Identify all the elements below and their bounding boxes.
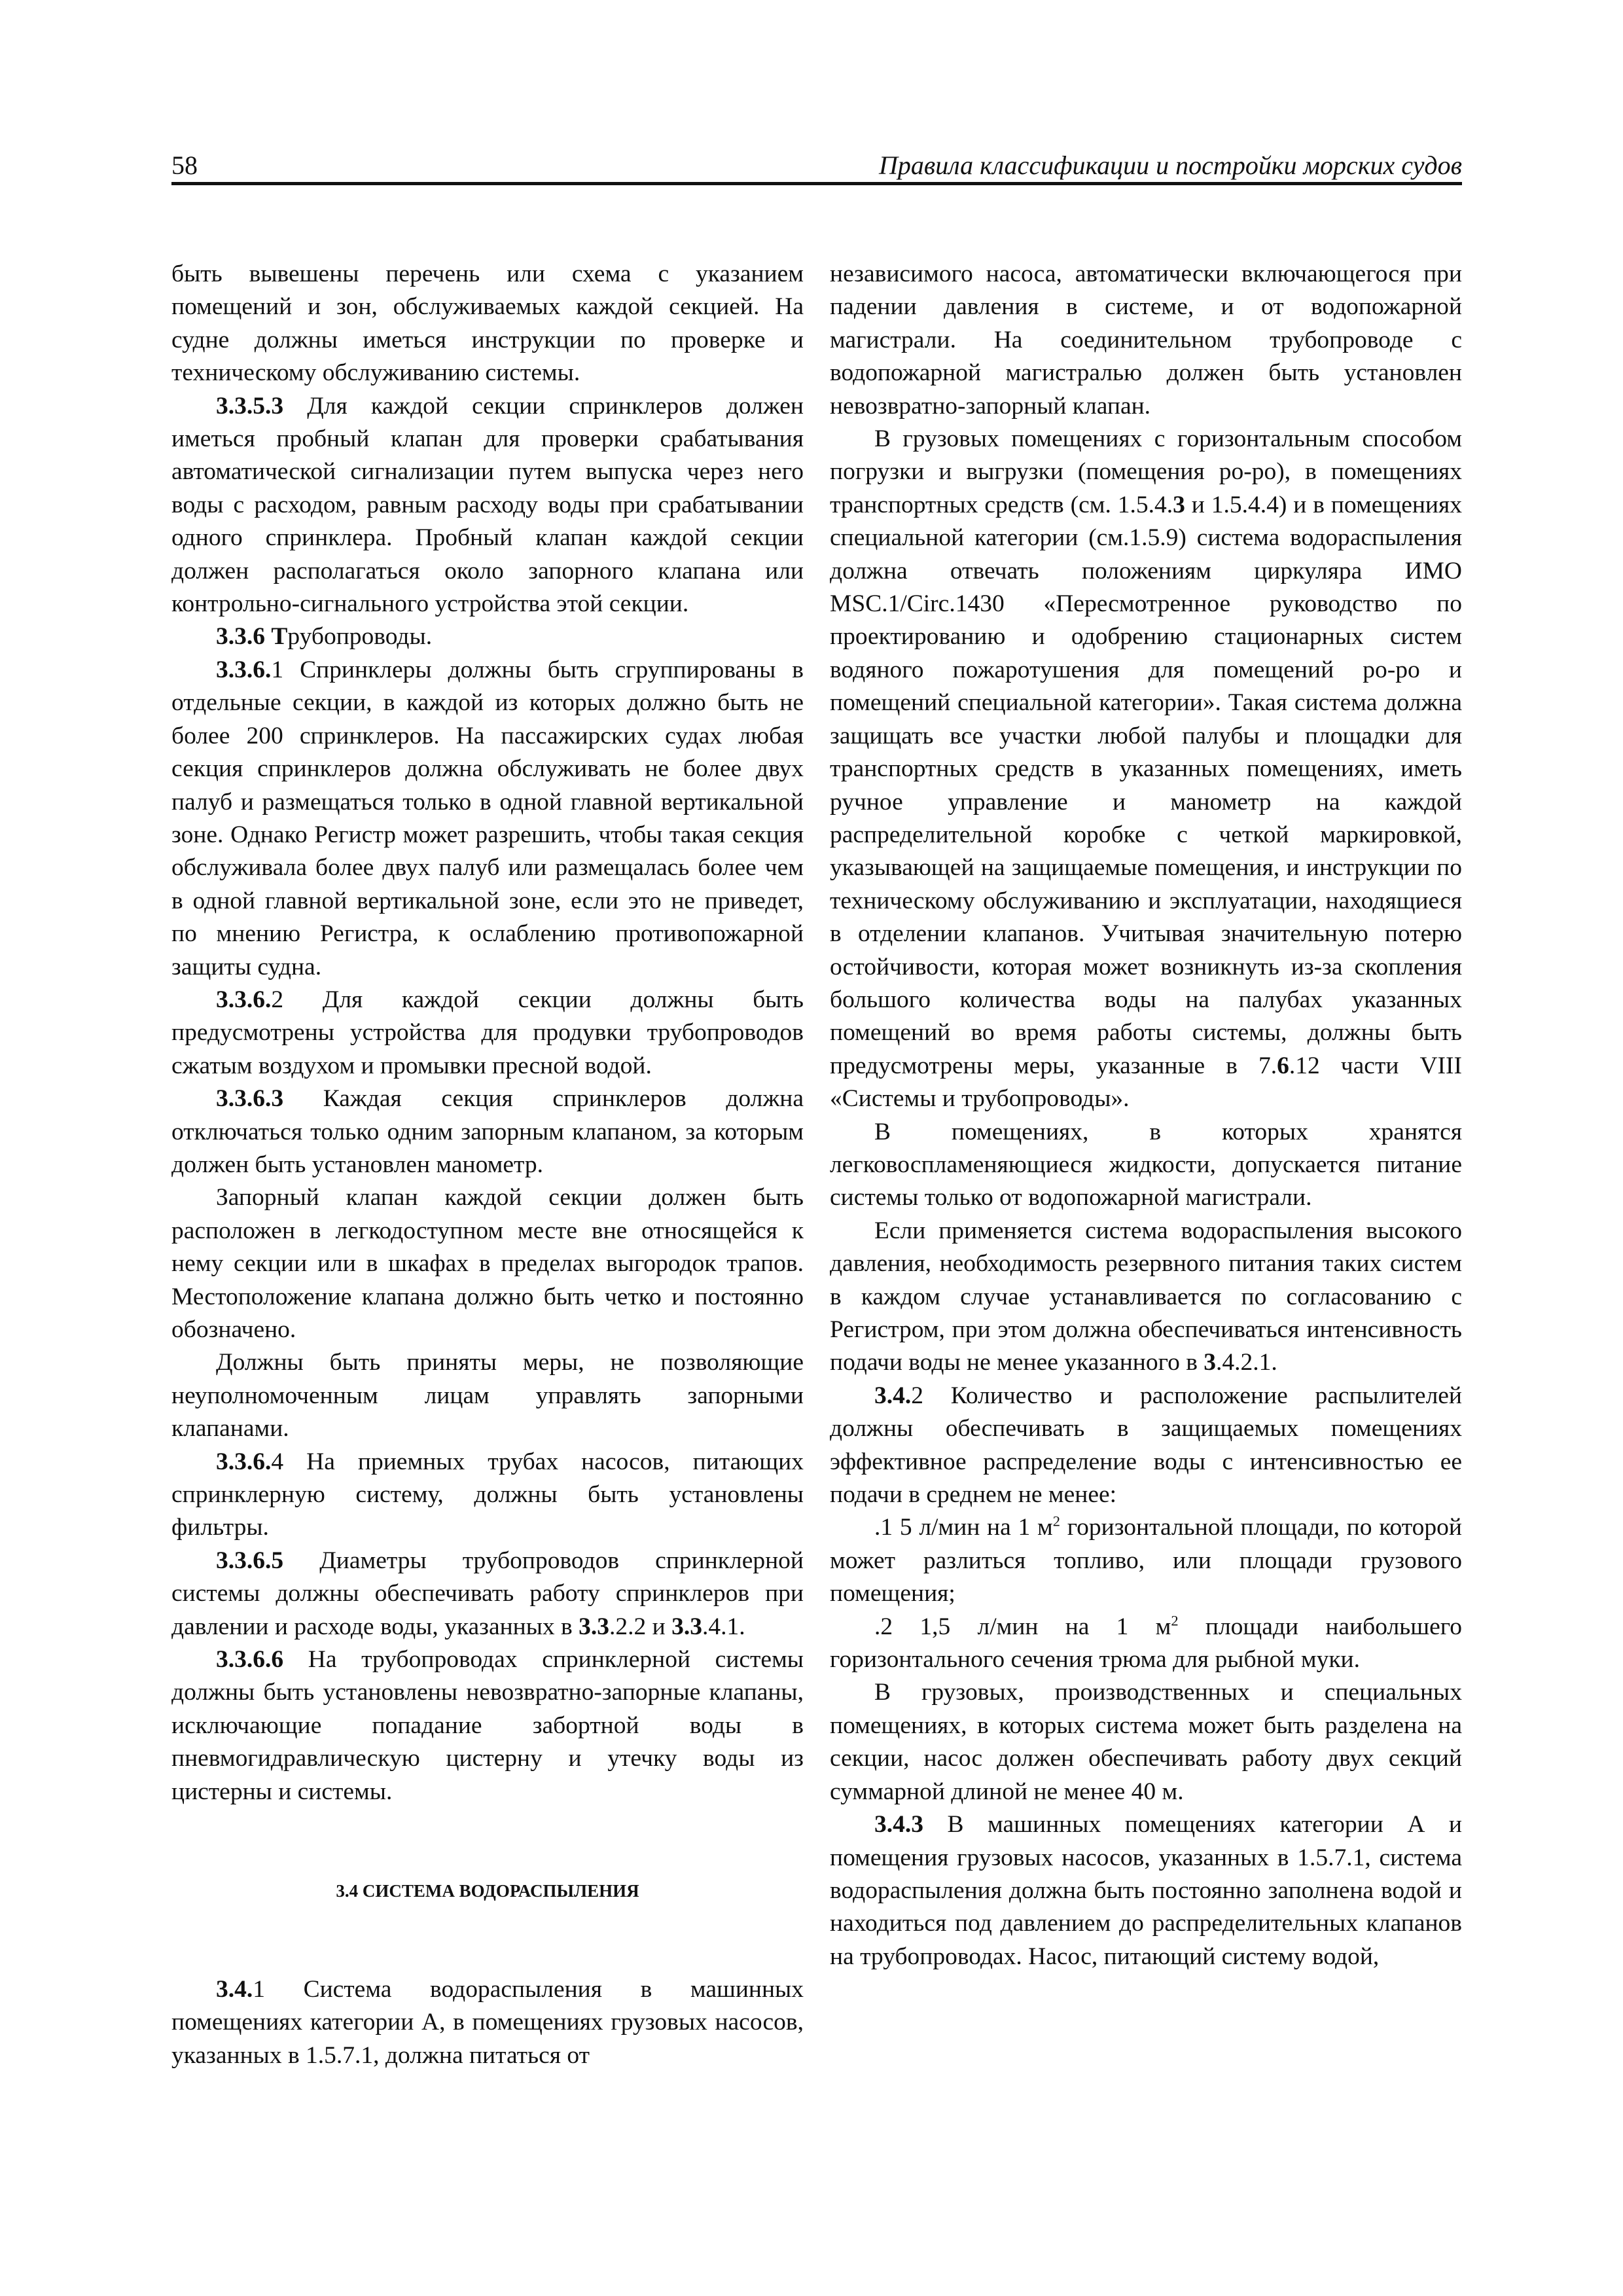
paragraph-shutoff-valve: Запорный клапан каждой секции должен быть расположен в легкодоступном месте вне относящейся к нему секции или в шкафах в пределах выгородок трапов. Местоположение клапана должно быть четко и постоянно обозначено. xyxy=(171,1184,804,1343)
clause-number: 3.3.6. xyxy=(216,1448,272,1475)
paragraph-flammable-liquids: В помещениях, в которых хранятся легковоспламеняющиеся жидкости, допускается питание системы только от водопожарной магистрали. xyxy=(830,1118,1462,1211)
paragraph-3-3-6-5: 3.3.6.5 Диаметры трубопроводов спринклерной системы должны обеспечивать работу спринклеров при давлении и расходе воды, указанных в 3.3.2.2 и 3.3.4.1. xyxy=(171,1547,804,1640)
paragraph-continuation: независимого насоса, автоматически включающегося при падении давления в системе, и от водопожарной магистрали. На соединительном трубопроводе с водопожарной магистралью должен быть установлен невозвратно-запорный клапан. xyxy=(830,260,1462,420)
paragraph-continuation: быть вывешены перечень или схема с указанием помещений и зон, обслуживаемых каждой секцией. На судне должны иметься инструкции по проверке и техническому обслуживанию системы. xyxy=(171,260,804,387)
clause-number: 3.3.6.6 xyxy=(216,1646,284,1674)
clause-number: 3.4. xyxy=(216,1976,253,2003)
clause-number: 3.4.3 xyxy=(874,1811,923,1839)
paragraph-3-3-6-6: 3.3.6.6 На трубопроводах спринклерной системы должны быть установлены невозвратно-запорные клапаны, исключающие попадание забортной воды в пневмогидравлическую цистерну и утечку воды из цистерны и системы. xyxy=(171,1646,804,1805)
spacer xyxy=(171,1841,804,1874)
left-column xyxy=(171,258,804,2072)
running-title: Правила классификации и постройки морских судов xyxy=(878,151,1462,180)
paragraph-3-3-6-1: 3.3.6.1 Спринклеры должны быть сгруппированы в отдельные секции, в каждой из которых должно быть не более 200 спринклеров. На пассажирских судах любая секция спринклеров должна обслуживать не более двух палуб и размещаться только в одной главной вертикальной зоне. Однако Регистр может разрешить, чтобы такая секция обслуживала более двух палуб или размещалась более чем в одной главной вертикальной зоне, если это не приведет, по мнению Регистра, к ослаблению противопожарной защиты судна. xyxy=(171,656,804,980)
right-column xyxy=(830,258,1462,1973)
paragraph-3-3-5-3: 3.3.5.3 Для каждой секции спринклеров должен иметься пробный клапан для проверки срабатывания автоматической сигнализации путем выпуска через него воды с расходом, равным расходу воды при срабатывании одного спринклера. Пробный клапан каждой секции должен располагаться около запорного клапана или контрольно-сигнального устройства этой секции. xyxy=(171,392,804,618)
paragraph-unauthorized-access: Должны быть приняты меры, не позволяющие неуполномоченным лицам управлять запорными клапанами. xyxy=(171,1349,804,1443)
paragraph-3-4-1: 3.4.1 Система водораспыления в машинных помещениях категории А, в помещениях грузовых насосов, указанных в 1.5.7.1, должна питаться от xyxy=(171,1976,804,2069)
spacer xyxy=(171,1907,804,1940)
paragraph-3-3-6-4: 3.3.6.4 На приемных трубах насосов, питающих спринклерную систему, должны быть установлены фильтры. xyxy=(171,1448,804,1541)
page-number: 58 xyxy=(171,151,198,180)
spacer xyxy=(171,1941,804,1973)
page-header xyxy=(171,148,1462,185)
paragraph-3-3-6-2: 3.3.6.2 Для каждой секции должны быть предусмотрены устройства для продувки трубопроводов сжатым воздухом и промывки пресной водой. xyxy=(171,986,804,1079)
clause-number: 3.3.6 Т xyxy=(216,623,288,651)
spacer xyxy=(171,1808,804,1841)
list-item-1: .1 5 л/мин на 1 $м^2$ горизонтальной площади, по которой может разлиться топливо, или площади грузового помещения; xyxy=(830,1513,1463,1607)
paragraph-high-pressure: Если применяется система водораспыления высокого давления, необходимость резервного питания таких систем в каждом случае устанавливается по согласованию с Регистром, при этом должна обеспечиваться интенсивность подачи воды не менее указанного в 3.4.2.1. xyxy=(830,1217,1462,1376)
paragraph-3-3-6-3: 3.3.6.3 Каждая секция спринклеров должна отключаться только одним запорным клапаном, за которым должен быть установлен манометр. xyxy=(171,1085,804,1178)
paragraph-3-4-2: 3.4.2 Количество и расположение распылителей должны обеспечивать в защищаемых помещениях эффективное распределение воды с интенсивностью ее подачи в среднем не менее: xyxy=(830,1382,1462,1509)
paragraph-sections: В грузовых, производственных и специальных помещениях, в которых система может быть разделена на секции, насос должен обеспечивать работу двух секций суммарной длиной не менее 40 м. xyxy=(830,1679,1462,1805)
heading-3-3-6: 3.3.6 Трубопроводы. xyxy=(216,623,433,651)
paragraph-3-4-3: 3.4.3 В машинных помещениях категории А и помещения грузовых насосов, указанных в 1.5.7.1, система водораспыления должна быть постоянно заполнена водой и находиться под давлением до распределительных клапанов на трубопроводах. Насос, питающий систему водой, xyxy=(830,1811,1462,1970)
clause-number: 3.3.6. xyxy=(216,656,272,683)
clause-number: 3.3.6. xyxy=(216,986,272,1013)
clause-number: 3.3.5.3 xyxy=(216,392,284,420)
paragraph-ro-ro-spaces: В грузовых помещениях с горизонтальным способом погрузки и выгрузки (помещения ро-ро), в помещениях транспортных средств (см. 1.5.4.3 и 1.5.4.4) и в помещениях специальной категории (см.1.5.9) система водораспыления должна отвечать положениям циркуляра ИМО MSC.1/Circ.1430 «Пересмотренное руководство по проектированию и одобрению стационарных систем водяного пожаротушения для помещений ро-ро и помещений специальной категории». Такая система должна защищать все участки любой палубы и площадки для транспортных средств в указанных помещениях, иметь ручное управление и манометр на каждой распределительной коробке с четкой маркировкой, указывающей на защищаемые помещения, и инструкции по техническому обслуживанию и эксплуатации, находящиеся в отделении клапанов. Учитывая значительную потерю остойчивости, которая может возникнуть из-за скопления большого количества воды на палубах указанных помещений во время работы системы, должны быть предусмотрены меры, указанные в 7.6.12 части VIII «Системы и трубопроводы». xyxy=(830,425,1462,1113)
clause-number: 3.3.6.5 xyxy=(216,1547,284,1574)
clause-number: 3.4. xyxy=(874,1382,912,1409)
section-title: 3.4 СИСТЕМА ВОДОРАСПЫЛЕНИЯ xyxy=(336,1880,639,1901)
list-item-2: .2 1,5 л/мин на 1 $м^2$ площади наибольшего горизонтального сечения трюма для рыбной муки. xyxy=(830,1612,1462,1674)
clause-number: 3.3.6.3 xyxy=(216,1085,284,1113)
